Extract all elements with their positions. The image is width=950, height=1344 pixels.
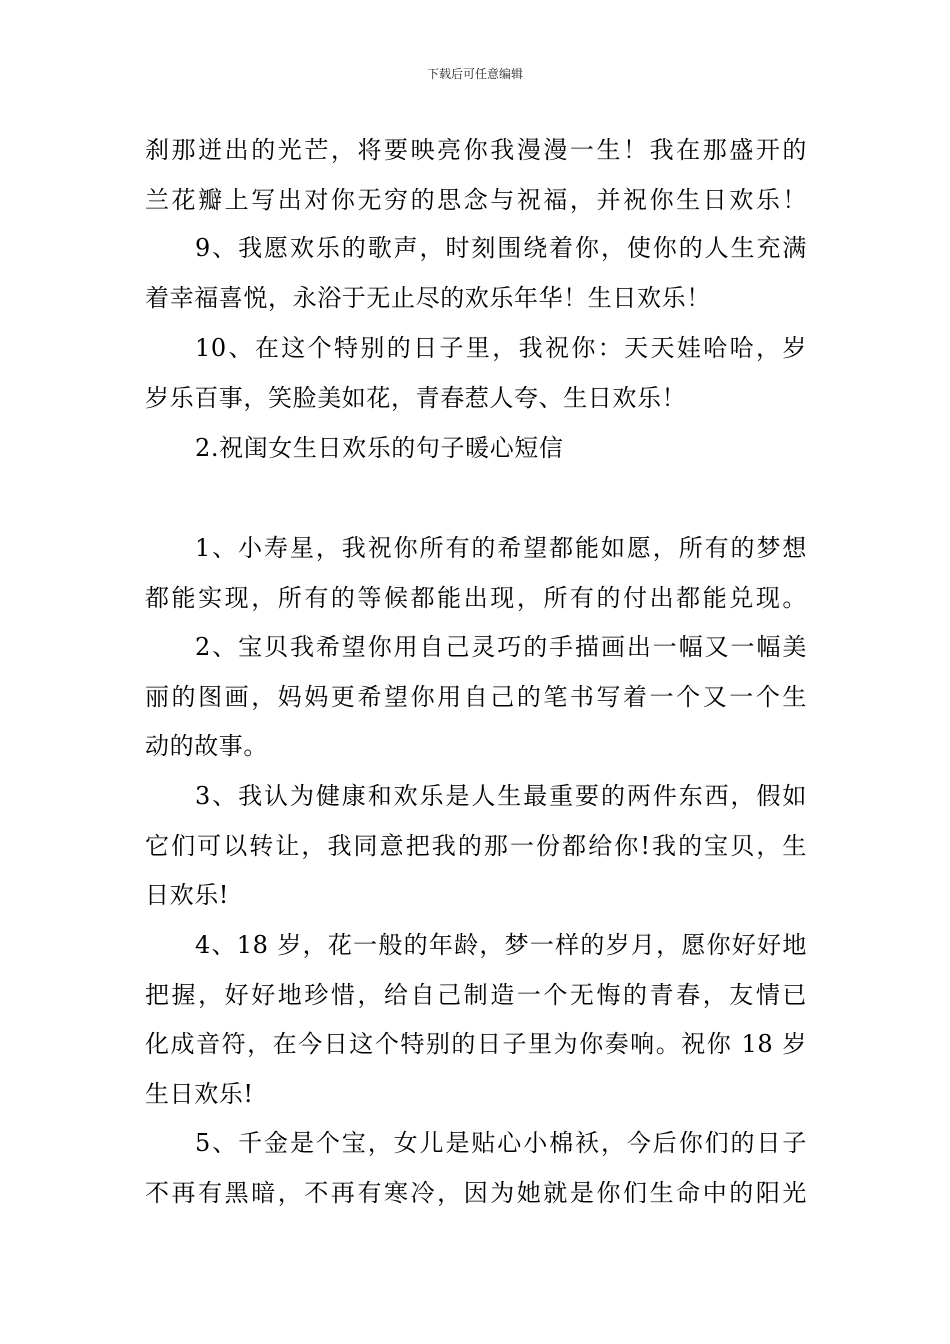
text-line: 都能实现，所有的等候都能出现，所有的付出都能兑现。 bbox=[145, 584, 807, 612]
text-line: 2、宝贝我希望你用自己灵巧的手描画出一幅又一幅美 bbox=[195, 633, 807, 661]
text-line: 刹那迸出的光芒，将要映亮你我漫漫一生！我在那盛开的 bbox=[145, 136, 807, 164]
text-line: 动的故事。 bbox=[145, 732, 268, 760]
text-line: 4、18 岁，花一般的年龄，梦一样的岁月，愿你好好地 bbox=[195, 931, 807, 959]
text-line: 丽的图画，妈妈更希望你用自己的笔书写着一个又一个生 bbox=[145, 683, 807, 711]
text-line: 岁乐百事，笑脸美如花，青春惹人夸、生日欢乐！ bbox=[145, 384, 687, 412]
text-line: 9、我愿欢乐的歌声，时刻围绕着你，使你的人生充满 bbox=[195, 234, 807, 262]
text-line: 它们可以转让，我同意把我的那一份都给你!我的宝贝，生 bbox=[145, 832, 807, 860]
text-line: 3、我认为健康和欢乐是人生最重要的两件东西，假如 bbox=[195, 782, 807, 810]
text-line: 把握，好好地珍惜，给自己制造一个无悔的青春，友情已 bbox=[145, 981, 807, 1009]
text-line: 兰花瓣上写出对你无穷的思念与祝福，并祝你生日欢乐！ bbox=[145, 186, 807, 214]
text-line: 化成音符，在今日这个特别的日子里为你奏响。祝你 18 岁 bbox=[145, 1030, 807, 1058]
text-line: 日欢乐! bbox=[145, 881, 230, 909]
text-line: 10、在这个特别的日子里，我祝你：天天娃哈哈，岁 bbox=[195, 334, 807, 362]
text-line: 5、千金是个宝，女儿是贴心小棉袄，今后你们的日子 bbox=[195, 1129, 807, 1157]
text-line: 着幸福喜悦，永浴于无止尽的欢乐年华！生日欢乐！ bbox=[145, 284, 711, 312]
text-line: 不再有黑暗，不再有寒冷，因为她就是你们生命中的阳光 bbox=[145, 1179, 807, 1207]
text-line: 1、小寿星，我祝你所有的希望都能如愿，所有的梦想 bbox=[195, 534, 807, 562]
text-line: 生日欢乐! bbox=[145, 1080, 254, 1108]
page-header: 下载后可任意编辑 bbox=[426, 67, 523, 81]
section-heading: 2.祝闺女生日欢乐的句子暖心短信 bbox=[195, 434, 564, 462]
